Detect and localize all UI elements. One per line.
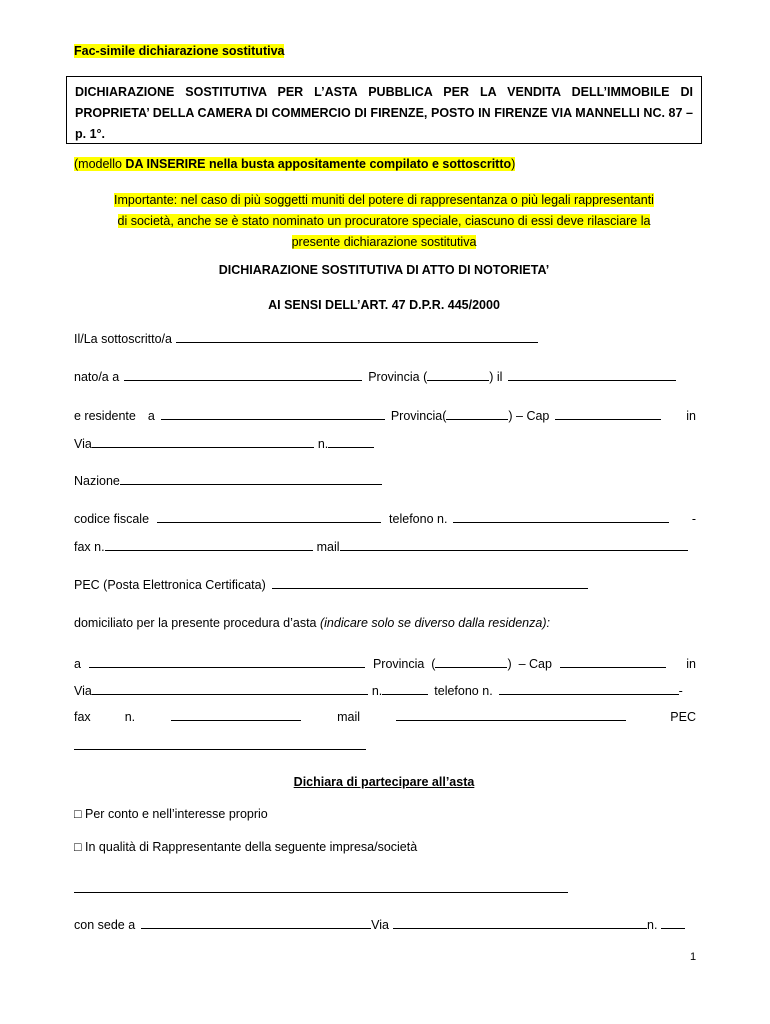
- field-domicilio-citta[interactable]: [89, 656, 365, 668]
- label-domicilio-pec: PEC: [670, 710, 696, 724]
- row-domicilio-fax: [74, 709, 696, 724]
- field-impresa[interactable]: [74, 892, 568, 893]
- field-nazione[interactable]: [120, 473, 382, 485]
- label-domicilio-dash: -: [678, 684, 683, 698]
- field-provincia-domicilio[interactable]: [435, 656, 507, 668]
- label-sede-via: Via: [371, 918, 390, 932]
- modello-note: [74, 157, 515, 171]
- label-via: Via: [74, 437, 92, 451]
- label-domicilio-a: a: [74, 657, 81, 671]
- field-fax[interactable]: [105, 539, 313, 551]
- importante-line-3: presente dichiarazione sostitutiva: [291, 235, 477, 249]
- label-residente-a: a: [147, 409, 155, 423]
- row-domiciliato: [74, 616, 696, 630]
- importante-line-1: Importante: nel caso di più soggetti muniti del potere di rappresentanza o più legali rappresentanti: [114, 193, 654, 207]
- field-cap-domicilio[interactable]: [560, 656, 666, 668]
- field-nato[interactable]: [124, 369, 362, 381]
- option-rappresentante[interactable]: □ In qualità di Rappresentante della seguente impresa/società: [74, 840, 418, 854]
- facsimile-title: Fac-simile dichiarazione sostitutiva: [74, 44, 285, 58]
- label-domicilio-n: n.: [371, 684, 383, 698]
- label-in-domicilio: in: [686, 657, 696, 671]
- label-telefono: telefono n.: [389, 512, 448, 526]
- label-residente: e residente: [74, 409, 136, 423]
- dichiara-heading: Dichiara di partecipare all’asta: [293, 775, 475, 789]
- label-con-sede: con sede a: [74, 918, 136, 932]
- field-telefono[interactable]: [453, 511, 669, 523]
- label-domicilio-fax: fax: [74, 710, 91, 724]
- field-domicilio-fax[interactable]: [171, 709, 301, 721]
- row-sede: [74, 917, 696, 932]
- label-sottoscritto: Il/La sottoscritto/a: [74, 332, 172, 346]
- label-provincia-residente: Provincia(: [390, 409, 447, 423]
- title-dichiarazione: DICHIARAZIONE SOSTITUTIVA DI ATTO DI NOTORIETA’: [218, 263, 550, 277]
- field-residente[interactable]: [161, 408, 385, 420]
- label-nato: nato/a a: [74, 370, 120, 384]
- label-sede-n: n.: [647, 918, 658, 932]
- field-n[interactable]: [328, 436, 374, 448]
- field-domicilio-via[interactable]: [92, 683, 368, 695]
- importante-line-2: di società, anche se è stato nominato un procuratore speciale, ciascuno di essi deve rilasciare la: [117, 214, 651, 228]
- label-in: in: [686, 409, 696, 423]
- label-mail: mail: [316, 540, 340, 554]
- row-via: [74, 436, 696, 451]
- title-ai-sensi: AI SENSI DELL’ART. 47 D.P.R. 445/2000: [268, 298, 500, 312]
- label-provincia-nato: Provincia (: [368, 370, 428, 384]
- label-cap-domicilio: ) – Cap: [507, 657, 552, 671]
- label-il: ) il: [489, 370, 503, 384]
- field-data-nascita[interactable]: [508, 369, 676, 381]
- label-fax-n: fax n.: [74, 540, 105, 554]
- row-pec: [74, 577, 696, 592]
- field-sottoscritto[interactable]: [176, 331, 538, 343]
- label-cap: ) – Cap: [508, 409, 550, 423]
- row-residente: [74, 408, 696, 423]
- row-nazione: [74, 473, 696, 488]
- page-number: 1: [690, 951, 697, 963]
- label-domiciliato: domiciliato per la presente procedura d’asta: [74, 616, 320, 630]
- label-domicilio-via: Via: [74, 684, 92, 698]
- label-domicilio-fax-n: n.: [124, 710, 136, 724]
- label-domicilio-mail: mail: [337, 710, 361, 724]
- field-cap[interactable]: [555, 408, 661, 420]
- field-domicilio-n[interactable]: [382, 683, 428, 695]
- field-sede-citta[interactable]: [141, 917, 371, 929]
- label-pec: PEC (Posta Elettronica Certificata): [74, 578, 266, 592]
- label-provincia-domicilio: Provincia (: [372, 657, 436, 671]
- row-nato: [74, 369, 696, 384]
- title-box: [66, 76, 702, 144]
- label-domiciliato-note: (indicare solo se diverso dalla residenza):: [319, 616, 550, 630]
- label-codice-fiscale: codice fiscale: [74, 512, 150, 526]
- modello-close: ): [511, 157, 516, 171]
- importante-note: [66, 190, 702, 253]
- field-sede-via[interactable]: [393, 917, 647, 929]
- row-codice-fiscale: [74, 511, 696, 526]
- field-domicilio-telefono[interactable]: [499, 683, 679, 695]
- label-n: n.: [317, 437, 329, 451]
- modello-bold: DA INSERIRE nella busta appositamente compilato e sottoscritto: [125, 157, 512, 171]
- field-provincia-nato[interactable]: [427, 369, 489, 381]
- field-codice-fiscale[interactable]: [157, 511, 381, 523]
- option-proprio[interactable]: □ Per conto e nell’interesse proprio: [74, 807, 268, 821]
- field-domicilio-pec[interactable]: [74, 749, 366, 750]
- field-domicilio-mail[interactable]: [396, 709, 626, 721]
- label-domicilio-telefono: telefono n.: [434, 684, 493, 698]
- row-domicilio-a: [74, 656, 696, 671]
- field-pec[interactable]: [272, 577, 588, 589]
- field-mail[interactable]: [340, 539, 688, 551]
- label-dash: -: [691, 512, 696, 526]
- row-sottoscritto: [74, 331, 696, 346]
- field-provincia-residente[interactable]: [446, 408, 508, 420]
- field-sede-n[interactable]: [661, 917, 685, 929]
- label-nazione: Nazione: [74, 474, 120, 488]
- row-domicilio-via: [74, 683, 696, 698]
- field-via[interactable]: [92, 436, 314, 448]
- row-fax-mail: [74, 539, 696, 554]
- title-box-text: DICHIARAZIONE SOSTITUTIVA PER L’ASTA PUBBLICA PER LA VENDITA DELL’IMMOBILE DI PROPRIETA’ DELLA CAMERA DI COMMERCIO DI FIRENZE, POSTO IN FIRENZE VIA MANNELLI NC. 87 – p. 1°.: [75, 85, 693, 141]
- modello-open: (modello: [74, 157, 126, 171]
